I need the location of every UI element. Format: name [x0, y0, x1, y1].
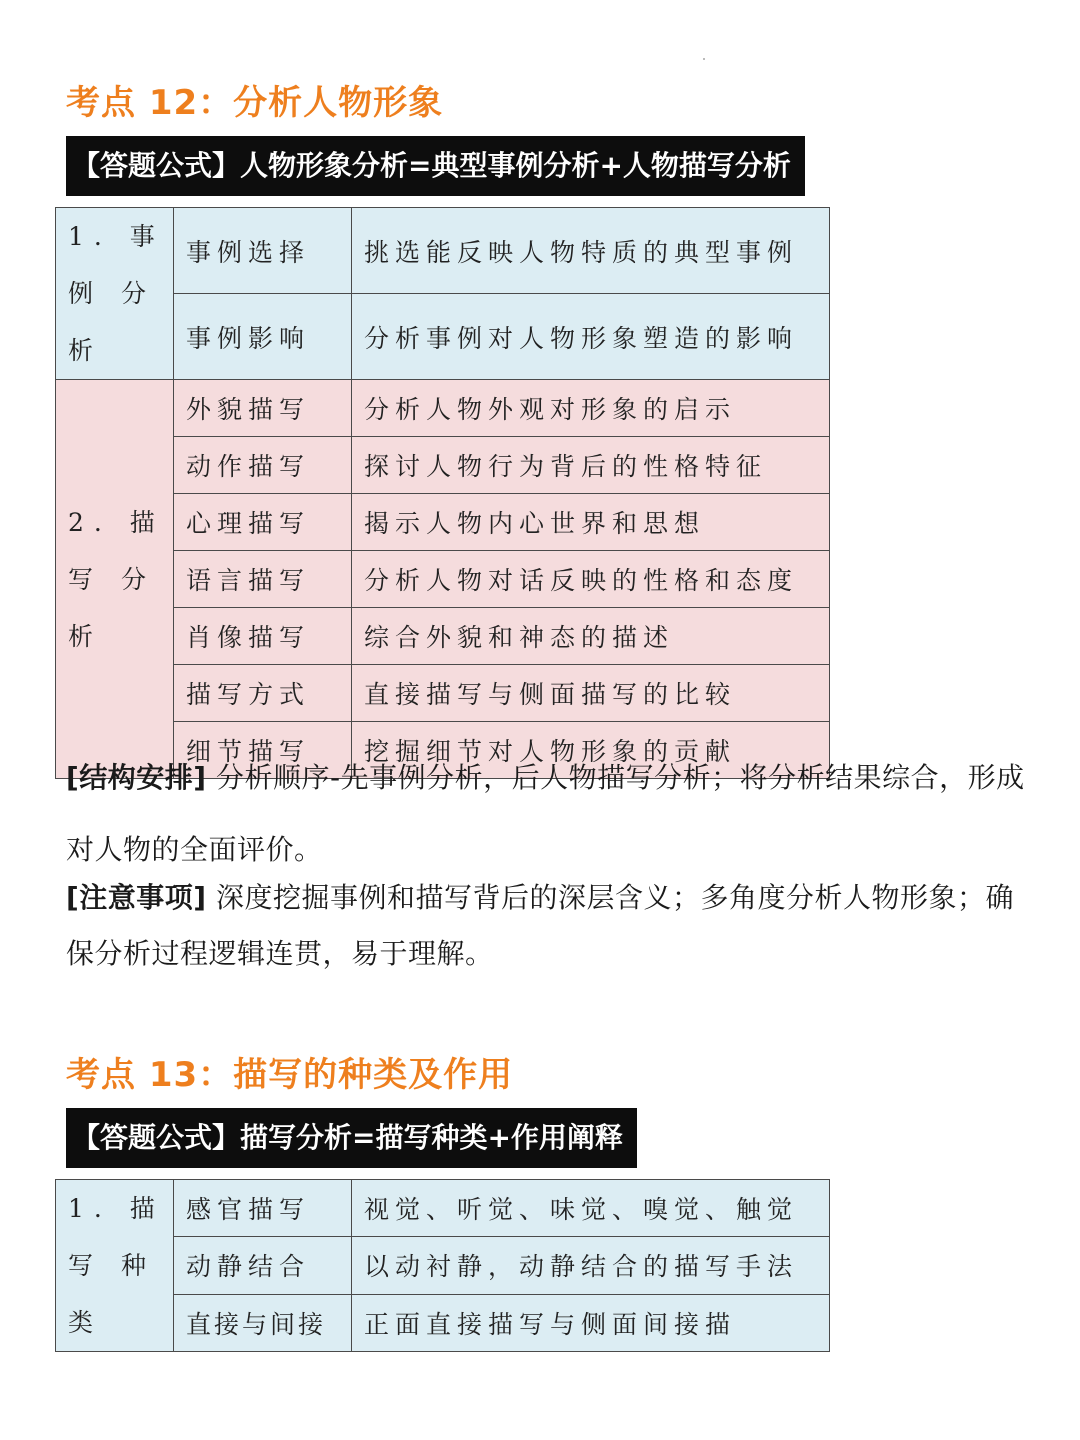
- item-cell: 心理描写: [174, 494, 352, 551]
- desc-cell: 探讨人物行为背后的性格特征: [352, 437, 830, 494]
- structure-text: 分析顺序-先事例分析，后人物描写分析；将分析结果综合，形成对人物的全面评价。: [66, 761, 1025, 866]
- structure-paragraph: [66, 742, 1026, 886]
- category-cell: 1. 事 例 分析: [56, 208, 174, 380]
- desc-cell: 正面直接描写与侧面间接描: [352, 1294, 830, 1351]
- desc-cell: 综合外貌和神态的描述: [352, 608, 830, 665]
- item-cell: 动静结合: [174, 1237, 352, 1294]
- desc-cell: 揭示人物内心世界和思想: [352, 494, 830, 551]
- desc-cell: 分析事例对人物形象塑造的影响: [352, 294, 830, 380]
- table-row: [56, 380, 830, 437]
- structure-label: [结构安排]: [66, 761, 207, 794]
- item-cell: 感官描写: [174, 1180, 352, 1237]
- item-cell: 外貌描写: [174, 380, 352, 437]
- notes-label: [注意事项]: [66, 881, 207, 914]
- table-row: [56, 208, 830, 294]
- section-13-formula: 【答题公式】描写分析=描写种类+作用阐释: [66, 1108, 637, 1168]
- section-12-formula: 【答题公式】人物形象分析=典型事例分析+人物描写分析: [66, 136, 805, 196]
- desc-cell: 挑选能反映人物特质的典型事例: [352, 208, 830, 294]
- desc-cell: 以动衬静，动静结合的描写手法: [352, 1237, 830, 1294]
- item-cell: 细节描写: [174, 722, 352, 779]
- item-cell: 动作描写: [174, 437, 352, 494]
- desc-cell: 分析人物对话反映的性格和态度: [352, 551, 830, 608]
- item-cell: 事例选择: [174, 208, 352, 294]
- item-cell: 事例影响: [174, 294, 352, 380]
- category-cell: 1. 描写 种类: [56, 1180, 174, 1352]
- desc-cell: 挖掘细节对人物形象的贡献: [352, 722, 830, 779]
- item-cell: 肖像描写: [174, 608, 352, 665]
- section-12-table: [55, 207, 830, 779]
- desc-cell: 直接描写与侧面描写的比较: [352, 665, 830, 722]
- desc-cell: 分析人物外观对形象的启示: [352, 380, 830, 437]
- item-cell: 描写方式: [174, 665, 352, 722]
- section-13-table: [55, 1179, 830, 1352]
- section-12-heading: 考点 12：分析人物形象: [66, 83, 444, 123]
- desc-cell: 视觉、听觉、味觉、嗅觉、触觉: [352, 1180, 830, 1237]
- table-row: [56, 1180, 830, 1237]
- item-cell: 直接与间接: [174, 1294, 352, 1351]
- section-13-heading: 考点 13：描写的种类及作用: [66, 1055, 514, 1095]
- notes-text: 深度挖掘事例和描写背后的深层含义；多角度分析人物形象；确保分析过程逻辑连贯，易于理解。: [66, 881, 1015, 970]
- notes-paragraph: [66, 870, 1026, 982]
- item-cell: 语言描写: [174, 551, 352, 608]
- category-cell: 2. 描写 分析: [56, 380, 174, 779]
- speck: [703, 58, 705, 60]
